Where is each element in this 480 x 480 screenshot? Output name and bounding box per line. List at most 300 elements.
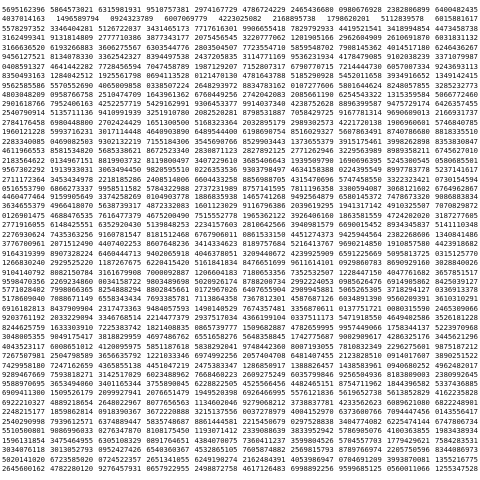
number-cell: 2609275249 bbox=[242, 369, 286, 379]
number-row bbox=[2, 137, 478, 146]
number-cell: 5429162991 bbox=[146, 99, 190, 108]
number-row bbox=[2, 464, 478, 473]
number-cell: 0914017607 bbox=[386, 351, 430, 361]
number-cell: 0952427426 bbox=[98, 445, 142, 455]
number-cell: 9104140792 bbox=[2, 267, 45, 277]
number-cell: 8119800497 bbox=[146, 155, 190, 165]
number-cell: 0134967151 bbox=[50, 155, 94, 165]
number-cell: 3934916652 bbox=[386, 71, 430, 81]
number-cell: 0126901475 bbox=[2, 210, 45, 220]
number-cell: 6747806734 bbox=[434, 416, 478, 426]
number-cell: 2205750596 bbox=[386, 445, 430, 455]
number-row bbox=[2, 294, 478, 303]
number-cell: 7180653356 bbox=[242, 267, 286, 277]
number-cell: 3114771169 bbox=[242, 52, 286, 62]
number-cell: 7939612571 bbox=[50, 416, 94, 426]
number-cell: 0172967026 bbox=[194, 285, 238, 294]
number-cell: 1349142415 bbox=[434, 71, 478, 81]
number-row bbox=[2, 342, 478, 351]
number-cell: 3401165344 bbox=[98, 379, 142, 388]
number-cell: 5112839578 bbox=[380, 14, 424, 24]
number-cell: 3300594087 bbox=[338, 183, 382, 193]
number-cell: 9690214850 bbox=[338, 239, 382, 249]
number-cell: 3685406643 bbox=[242, 155, 286, 165]
number-cell: 1355216775 bbox=[434, 454, 478, 464]
number-cell: 2810642566 bbox=[242, 220, 286, 230]
number-cell: 0034158722 bbox=[98, 276, 142, 286]
number-cell: 2234157603 bbox=[194, 220, 238, 230]
number-cell: 9598470356 bbox=[2, 276, 45, 286]
number-cell: 6916182813 bbox=[2, 303, 45, 313]
number-cell: 4223025082 bbox=[218, 14, 262, 24]
number-cell: 4640903890 bbox=[146, 127, 190, 137]
number-row bbox=[2, 108, 478, 117]
number-cell: 5613852829 bbox=[386, 388, 430, 398]
number-cell: 3161679908 bbox=[98, 267, 142, 277]
number-cell: 4611966553 bbox=[2, 146, 45, 156]
number-cell: 4872332083 bbox=[146, 201, 190, 211]
number-cell: 2408514006 bbox=[146, 174, 190, 184]
number-row bbox=[2, 285, 478, 294]
number-cell: 7367812301 bbox=[242, 294, 286, 304]
number-cell: 1496589794 bbox=[56, 14, 100, 24]
number-cell: 1315359584 bbox=[386, 89, 430, 99]
number-cell: 9243693113 bbox=[434, 61, 478, 71]
number-cell: 3285232773 bbox=[434, 80, 478, 90]
number-cell: 0137751721 bbox=[338, 303, 382, 313]
number-cell: 2033229094 bbox=[50, 313, 94, 323]
number-cell: 6303544776 bbox=[146, 42, 190, 52]
number-cell: 5245300545 bbox=[386, 155, 430, 165]
number-cell: 7728456594 bbox=[98, 61, 142, 71]
number-cell: 2162484391 bbox=[242, 454, 286, 464]
number-cell: 2974167729 bbox=[194, 5, 238, 14]
number-cell: 5851187618 bbox=[146, 341, 190, 351]
number-cell: 2803504507 bbox=[194, 42, 238, 52]
number-cell: 9279068212 bbox=[242, 397, 286, 407]
number-cell: 1266830240 bbox=[2, 258, 45, 268]
number-cell: 8802845661 bbox=[146, 285, 190, 294]
number-cell: 7047458789 bbox=[146, 61, 190, 71]
number-cell: 9562585586 bbox=[2, 80, 45, 90]
number-cell: 2540290998 bbox=[2, 416, 45, 426]
number-cell: 2296275601 bbox=[386, 341, 430, 351]
number-cell: 9567302292 bbox=[2, 165, 45, 175]
number-cell: 9167781314 bbox=[338, 108, 382, 118]
number-cell: 1742775687 bbox=[290, 332, 334, 342]
number-cell: 1779429621 bbox=[386, 435, 430, 445]
number-cell: 7717616301 bbox=[194, 23, 238, 33]
number-cell: 3346404281 bbox=[50, 23, 94, 33]
number-cell: 0861533150 bbox=[242, 229, 286, 239]
number-row bbox=[2, 268, 478, 277]
number-cell: 3063494450 bbox=[98, 165, 142, 175]
number-cell: 2992224053 bbox=[290, 276, 334, 286]
number-cell: 6015881617 bbox=[435, 14, 478, 24]
number-row bbox=[2, 220, 478, 229]
number-cell: 5771028402 bbox=[2, 285, 45, 294]
number-cell: 4910325507 bbox=[386, 201, 430, 211]
number-cell: 5178609040 bbox=[2, 294, 45, 304]
number-cell: 3356870611 bbox=[290, 303, 334, 313]
number-cell: 6007069779 bbox=[164, 14, 208, 24]
number-cell: 6023488962 bbox=[146, 369, 190, 379]
number-cell: 7593818271 bbox=[50, 369, 94, 379]
number-cell: 4697486762 bbox=[146, 332, 190, 342]
number-cell: 8189757684 bbox=[242, 239, 286, 249]
number-cell: 7247162659 bbox=[50, 360, 94, 370]
number-cell: 6580145372 bbox=[338, 192, 382, 201]
number-cell: 3034076118 bbox=[2, 445, 45, 455]
number-cell: 8896399587 bbox=[338, 99, 382, 108]
number-cell: 2465309066 bbox=[434, 303, 478, 313]
number-cell: 4178479085 bbox=[338, 52, 382, 62]
number-cell: 9289467669 bbox=[2, 369, 45, 379]
number-cell: 6745627010 bbox=[434, 146, 478, 156]
number-cell: 3068121602 bbox=[386, 183, 430, 193]
number-cell: 9690609013 bbox=[386, 108, 430, 118]
number-cell: 8989358211 bbox=[386, 146, 430, 156]
number-cell: 1340841486 bbox=[434, 229, 478, 239]
number-cell: 9492564879 bbox=[290, 192, 334, 201]
number-cell: 3209440672 bbox=[242, 248, 286, 258]
number-row bbox=[2, 332, 478, 341]
number-row bbox=[2, 379, 478, 388]
number-cell: 3017114448 bbox=[98, 127, 142, 137]
number-cell: 2989302573 bbox=[290, 117, 334, 127]
number-block bbox=[2, 99, 478, 193]
number-cell: 5452011658 bbox=[338, 71, 382, 81]
number-cell: 1373655379 bbox=[290, 136, 334, 146]
number-cell: 7811196358 bbox=[290, 183, 334, 193]
number-cell: 7088671149 bbox=[50, 294, 94, 304]
number-cell: 7214444730 bbox=[338, 61, 382, 71]
number-cell: 3418994854 bbox=[386, 23, 430, 33]
number-cell: 1221033346 bbox=[146, 351, 190, 361]
number-cell: 3833952942 bbox=[290, 426, 334, 436]
number-row bbox=[2, 165, 478, 174]
number-cell: 5139848253 bbox=[146, 220, 190, 230]
number-cell: 9611614101 bbox=[290, 258, 334, 268]
number-cell: 2737231989 bbox=[194, 183, 238, 193]
number-cell: 5619652738 bbox=[338, 388, 382, 398]
number-cell: 1886835938 bbox=[194, 192, 238, 201]
number-cell: 6767906011 bbox=[194, 229, 238, 239]
number-block bbox=[2, 5, 478, 99]
number-cell: 5704557703 bbox=[338, 435, 382, 445]
number-cell: 4384070075 bbox=[194, 435, 238, 445]
number-cell: 3755890045 bbox=[146, 379, 190, 388]
number-cell: 9748442360 bbox=[242, 341, 286, 351]
number-cell: 4781643788 bbox=[242, 71, 286, 81]
number-cell: 5223970968 bbox=[434, 322, 478, 332]
number-cell: 6926466995 bbox=[242, 388, 286, 398]
number-cell: 9116796386 bbox=[242, 201, 286, 211]
number-cell: 2076651479 bbox=[146, 388, 190, 398]
number-cell: 4100363855 bbox=[386, 426, 430, 436]
number-cell: 6489544400 bbox=[194, 127, 238, 137]
number-cell: 8834783162 bbox=[242, 80, 286, 90]
number-cell: 6057007334 bbox=[386, 61, 430, 71]
number-cell: 6790770715 bbox=[290, 61, 334, 71]
number-cell: 0985626476 bbox=[338, 276, 382, 286]
number-cell: 4286325176 bbox=[386, 332, 430, 342]
number-row bbox=[2, 99, 478, 108]
number-block bbox=[2, 285, 478, 379]
number-cell: 2569815793 bbox=[290, 445, 334, 455]
number-cell: 0080315590 bbox=[386, 303, 430, 313]
number-row bbox=[2, 398, 478, 407]
number-cell: 0865739777 bbox=[194, 322, 238, 332]
number-row bbox=[2, 52, 478, 61]
number-row bbox=[2, 258, 478, 267]
number-cell: 2645600162 bbox=[2, 463, 45, 473]
number-cell: 4451274373 bbox=[290, 229, 334, 239]
number-cell: 4782659995 bbox=[290, 322, 334, 332]
number-cell: 9306453377 bbox=[194, 99, 238, 108]
number-cell: 0104903778 bbox=[146, 192, 190, 201]
number-cell: 8108175450 bbox=[146, 426, 190, 436]
number-cell: 6764962867 bbox=[434, 183, 478, 193]
number-cell: 0338507224 bbox=[146, 80, 190, 90]
number-cell: 7225383742 bbox=[98, 322, 142, 332]
number-cell: 7478673320 bbox=[386, 192, 430, 201]
number-cell: 1965362122 bbox=[242, 210, 286, 220]
number-cell: 2648293972 bbox=[194, 80, 238, 90]
number-cell: 8798531887 bbox=[242, 108, 286, 118]
number-cell: 8818335510 bbox=[434, 127, 478, 137]
number-cell: 6460444713 bbox=[98, 248, 142, 258]
number-cell: 7952406163 bbox=[50, 99, 94, 108]
number-cell: 0469082503 bbox=[50, 136, 94, 146]
number-cell: 2339088639 bbox=[242, 426, 286, 436]
number-cell: 6974992256 bbox=[194, 351, 238, 361]
number-cell: 2540790914 bbox=[2, 108, 45, 118]
number-cell: 6305108329 bbox=[98, 435, 142, 445]
number-cell: 5685338621 bbox=[98, 146, 142, 156]
number-cell: 2475383347 bbox=[194, 360, 238, 370]
number-cell: 6980448800 bbox=[50, 117, 94, 127]
number-cell: 7908145362 bbox=[338, 42, 382, 52]
number-cell: 5020926174 bbox=[194, 276, 238, 286]
number-cell: 3374258269 bbox=[98, 192, 142, 201]
number-cell: 7094447456 bbox=[386, 407, 430, 417]
number-cell: 6690015452 bbox=[338, 220, 382, 230]
number-cell: 6148425551 bbox=[50, 220, 94, 230]
number-row bbox=[2, 156, 478, 165]
number-cell: 2610691870 bbox=[386, 33, 430, 43]
number-row bbox=[2, 323, 478, 332]
number-cell: 9302132219 bbox=[98, 136, 142, 146]
number-row bbox=[2, 249, 478, 258]
number-cell: 6198690754 bbox=[242, 127, 286, 137]
number-cell: 2382806899 bbox=[386, 5, 430, 14]
number-cell: 8740786680 bbox=[386, 127, 430, 137]
number-cell: 2283340085 bbox=[2, 136, 45, 146]
number-cell: 9484057593 bbox=[146, 303, 190, 313]
number-cell: 3890251522 bbox=[434, 351, 478, 361]
number-cell: 3445621296 bbox=[434, 332, 478, 342]
number-cell: 4473458738 bbox=[434, 23, 478, 33]
number-cell: 9160781547 bbox=[98, 229, 142, 239]
number-cell: 8819903732 bbox=[98, 155, 142, 165]
number-cell: 4641442282 bbox=[50, 61, 94, 71]
number-cell: 7435363256 bbox=[50, 229, 94, 239]
number-row bbox=[2, 455, 478, 464]
number-cell: 5578297352 bbox=[2, 23, 45, 33]
number-cell: 2276930624 bbox=[2, 229, 45, 239]
number-cell: 2032895179 bbox=[242, 117, 286, 127]
number-cell: 5337436885 bbox=[434, 379, 478, 388]
number-cell: 4617126483 bbox=[242, 463, 286, 473]
number-cell: 7810832349 bbox=[338, 341, 382, 351]
number-cell: 7155184306 bbox=[146, 136, 190, 146]
number-cell: 6604433258 bbox=[194, 174, 238, 184]
number-cell: 8248057855 bbox=[386, 80, 430, 90]
number-cell: 7000092887 bbox=[146, 267, 190, 277]
number-cell: 5135711136 bbox=[50, 108, 94, 118]
number-cell: 2099927941 bbox=[98, 388, 142, 398]
number-cell: 0704691209 bbox=[338, 454, 382, 464]
number-row bbox=[2, 407, 478, 416]
number-cell: 5576121836 bbox=[290, 388, 334, 398]
number-cell: 6008651012 bbox=[50, 341, 94, 351]
number-cell: 1201905166 bbox=[290, 33, 334, 43]
number-cell: 9599685125 bbox=[338, 463, 382, 473]
number-cell: 4532865105 bbox=[194, 445, 238, 455]
number-cell: 2218185286 bbox=[98, 174, 142, 184]
number-row bbox=[2, 417, 478, 426]
number-cell: 5648358845 bbox=[242, 332, 286, 342]
number-cell: 7605874882 bbox=[242, 445, 286, 455]
number-cell: 8529903443 bbox=[242, 136, 286, 146]
number-cell: 1844396582 bbox=[386, 379, 430, 388]
number-cell: 6760449256 bbox=[194, 89, 238, 99]
number-cell: 9536231934 bbox=[290, 52, 334, 62]
number-cell: 1465741268 bbox=[242, 192, 286, 201]
number-cell: 7998066365 bbox=[50, 285, 94, 294]
number-cell: 3656635792 bbox=[98, 351, 142, 361]
number-cell: 2380992645 bbox=[434, 369, 478, 379]
number-cell: 3475464955 bbox=[50, 435, 94, 445]
number-cell: 8934345837 bbox=[386, 220, 430, 230]
number-cell: 5471918550 bbox=[338, 313, 382, 323]
number-cell: 2465436680 bbox=[290, 5, 334, 14]
number-cell: 8788200734 bbox=[242, 276, 286, 286]
number-cell: 4675200490 bbox=[146, 210, 190, 220]
number-cell: 7152807317 bbox=[242, 61, 286, 71]
number-cell: 7674357481 bbox=[242, 303, 286, 313]
number-cell: 7360411237 bbox=[242, 435, 286, 445]
number-block bbox=[2, 379, 478, 473]
number-cell: 0580685501 bbox=[434, 155, 478, 165]
number-cell: 3215137556 bbox=[194, 407, 238, 417]
number-cell: 5095813725 bbox=[386, 248, 430, 258]
number-cell: 2437205835 bbox=[194, 52, 238, 62]
number-cell: 0143556417 bbox=[434, 407, 478, 417]
number-cell: 8082150784 bbox=[50, 267, 94, 277]
number-row bbox=[2, 43, 478, 52]
number-cell: 5168323364 bbox=[194, 117, 238, 127]
number-cell: 4162235828 bbox=[434, 388, 478, 398]
number-cell: 1960121228 bbox=[2, 127, 45, 137]
number-cell: 1941317142 bbox=[338, 201, 382, 211]
number-cell: 4120095975 bbox=[98, 341, 142, 351]
number-cell: 5020141020 bbox=[2, 454, 45, 464]
number-cell: 9203761192 bbox=[2, 313, 45, 323]
number-cell: 4889218654 bbox=[50, 397, 94, 407]
number-cell: 5838292041 bbox=[194, 341, 238, 351]
number-cell: 9957449066 bbox=[338, 322, 382, 332]
number-cell: 1509682887 bbox=[242, 322, 286, 332]
number-cell: 9102038239 bbox=[386, 52, 430, 62]
number-cell: 4423918682 bbox=[434, 239, 478, 249]
number-row bbox=[2, 71, 478, 80]
number-cell: 6866273337 bbox=[50, 183, 94, 193]
number-cell: 1983438934 bbox=[434, 426, 478, 436]
number-cell: 1633303910 bbox=[50, 322, 94, 332]
number-cell: 3414334623 bbox=[194, 239, 238, 249]
number-cell: 4239925909 bbox=[290, 248, 334, 258]
number-cell: 3220777062 bbox=[242, 33, 286, 43]
number-cell: 6193266883 bbox=[50, 42, 94, 52]
number-cell: 3322323421 bbox=[386, 174, 430, 184]
number-cell: 5746840785 bbox=[434, 117, 478, 127]
number-cell: 3545690766 bbox=[194, 136, 238, 146]
number-cell: 8344086973 bbox=[434, 445, 478, 455]
number-cell: 4688476535 bbox=[50, 210, 94, 220]
number-cell: 9906655418 bbox=[242, 23, 286, 33]
number-cell: 9086996033 bbox=[50, 426, 94, 436]
number-cell: 7829792933 bbox=[290, 23, 334, 33]
number-cell: 4233562623 bbox=[338, 397, 382, 407]
number-cell: 4482465151 bbox=[290, 379, 334, 388]
number-cell: 1798620201 bbox=[326, 14, 370, 24]
number-cell: 6254543322 bbox=[338, 89, 382, 99]
number-cell: 6400482435 bbox=[434, 5, 478, 14]
number-cell: 8690929160 bbox=[386, 258, 430, 268]
number-cell: 3653494060 bbox=[50, 379, 94, 388]
number-cell: 3606275567 bbox=[98, 42, 142, 52]
number-row bbox=[2, 5, 478, 14]
number-cell: 9410991939 bbox=[98, 108, 142, 118]
number-row bbox=[2, 436, 478, 445]
number-cell: 6089621080 bbox=[386, 397, 430, 407]
number-row bbox=[2, 230, 478, 239]
number-cell: 3371079987 bbox=[434, 52, 478, 62]
number-cell: 2214477379 bbox=[146, 313, 190, 323]
number-cell: 4365855138 bbox=[98, 360, 142, 370]
number-cell: 3877343177 bbox=[146, 33, 190, 43]
number-cell: 0224395549 bbox=[338, 165, 382, 175]
number-cell: 8350493163 bbox=[2, 71, 45, 81]
number-cell: 2929525220 bbox=[50, 258, 94, 268]
number-cell: 1596131854 bbox=[2, 435, 45, 445]
number-cell: 2937517034 bbox=[194, 313, 238, 323]
number-cell: 6909411300 bbox=[2, 388, 45, 398]
number-cell: 0958766758 bbox=[50, 89, 94, 99]
number-cell: 6998892256 bbox=[290, 463, 334, 473]
number-cell: 8437909904 bbox=[50, 303, 94, 313]
number-cell: 5784322988 bbox=[146, 183, 190, 193]
number-cell: 0276347870 bbox=[98, 426, 142, 436]
number-cell: 1228447150 bbox=[338, 267, 382, 277]
number-cell: 3028840026 bbox=[434, 258, 478, 268]
number-cell: 4419521541 bbox=[338, 23, 382, 33]
number-cell: 3251910780 bbox=[146, 108, 190, 118]
number-cell: 4315470696 bbox=[290, 174, 334, 184]
number-cell: 9049175417 bbox=[50, 332, 94, 342]
